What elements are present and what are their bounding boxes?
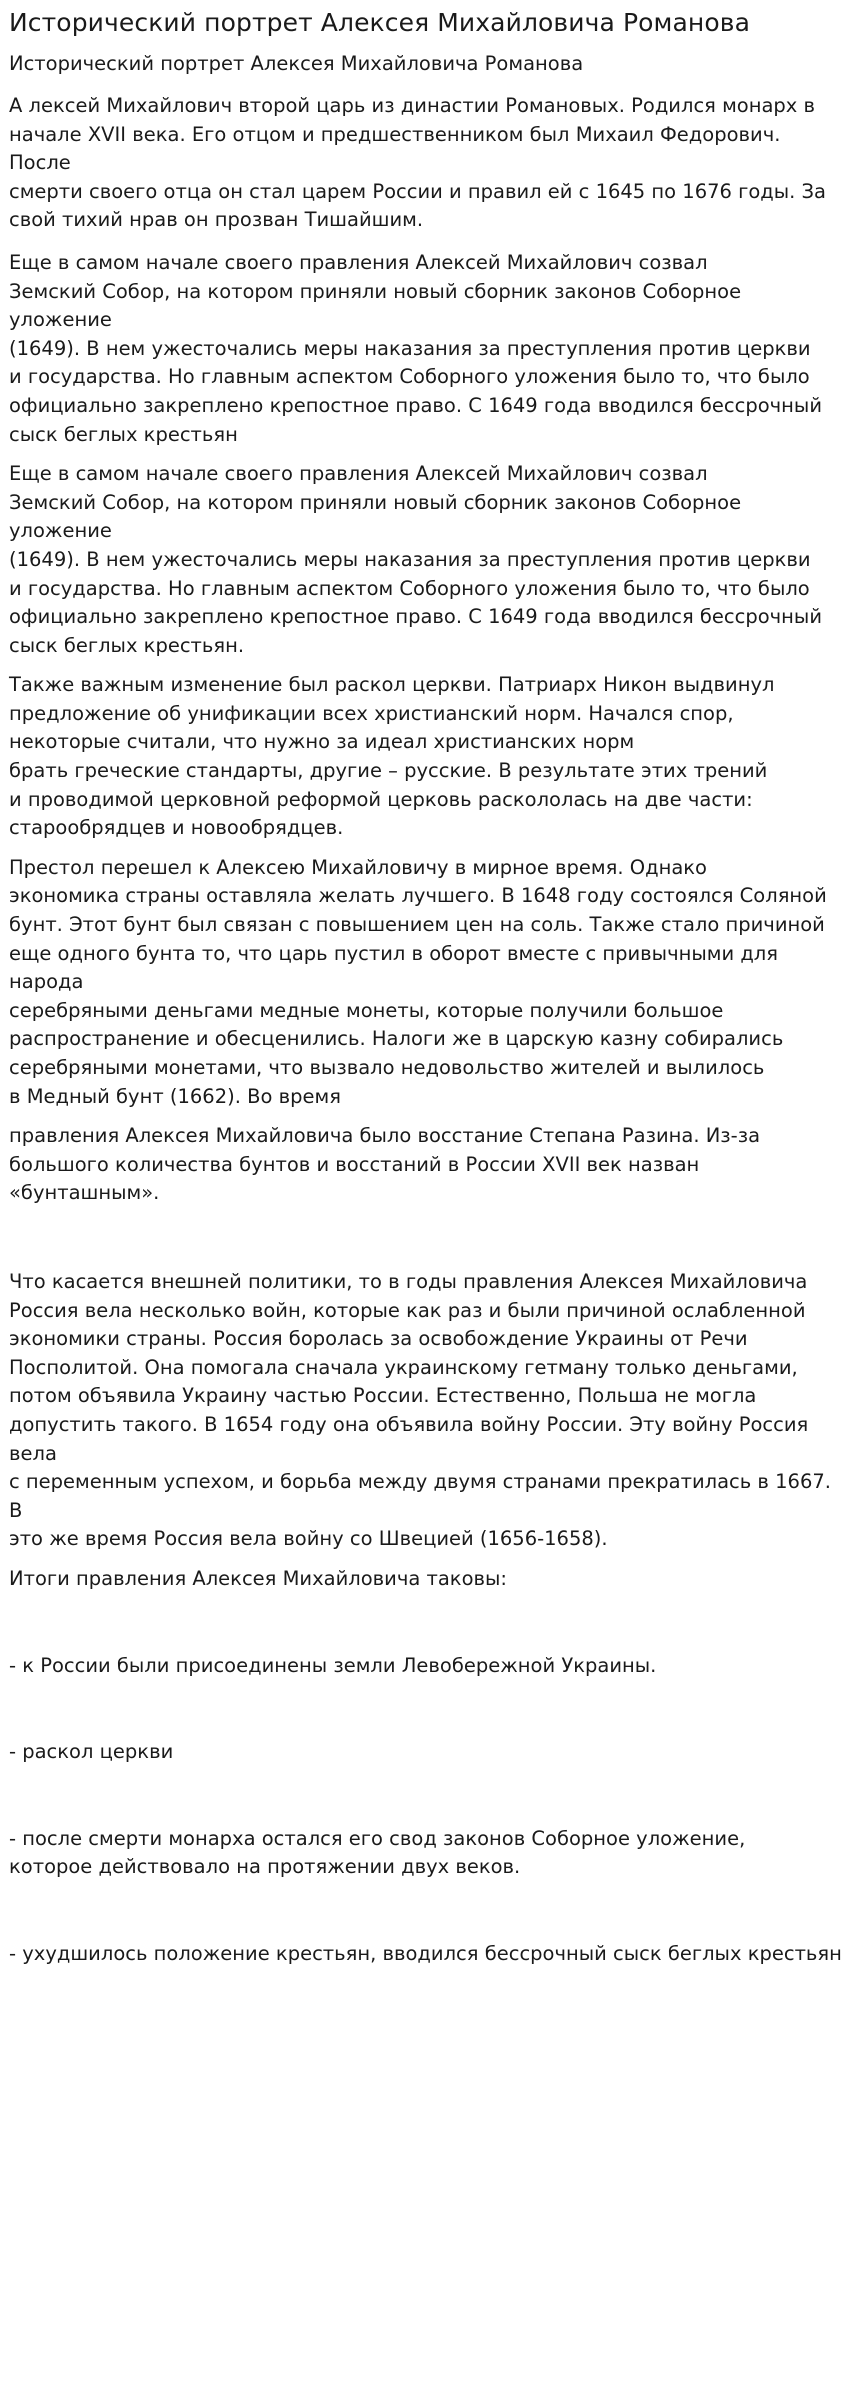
paragraph-foreign-policy: Что касается внешней политики, то в годы правления Алексея Михайловича Россия вела несколько войн, которые как раз и были причиной ослабленной экономики страны. Россия боролась за освобождение Украины от Речи Посполитой. Она помогала сначала украинскому гетману только деньгами, потом объявила Украину частью России. Естественно, Польша не могла допустить такого. В 1654 году она объявила войну России. Эту войну Россия вела с переменным успехом, и борьба между двумя странами прекратилась в 1667. В это же время Россия вела войну со Швецией (1656-1658). bbox=[9, 1269, 831, 1551]
list-item: - после смерти монарха остался его свод законов Соборное уложение, которое действовало на протяжении двух веков. bbox=[9, 1826, 746, 1879]
paragraph-church-schism: Также важным изменение был раскол церкви. Патриарх Никон выдвинул предложение об унификации всех христианский норм. Начался спор, некоторые считали, что нужно за идеал христианских норм брать греческие стандарты, другие – русские. В результате этих трений и проводимой церковной реформой церковь раскололась на две части: старообрядцев и новообрядцев. bbox=[9, 673, 775, 840]
page-subtitle: Исторический портрет Алексея Михайловича Романова bbox=[9, 52, 584, 75]
paragraph-sobor: Еще в самом начале своего правления Алексей Михайлович созвал Земский Собор, на котором приняли новый сборник законов Соборное уложение (1649). В нем ужесточались меры наказания за преступления против церкви и государства. Но главным аспектом Соборного уложения было то, что было официально закреплено крепостное право. С 1649 года вводился бессрочный сыск беглых крестьян bbox=[9, 250, 822, 446]
paragraph-intro: А лексей Михайлович второй царь из династии Романовых. Родился монарх в начале XVII века. Его отцом и предшественником был Михаил Федорович. После смерти своего отца он стал царем России и правил ей с 1645 по 1676 годы. За свой тихий нрав он прозван Тишайшим. bbox=[9, 94, 827, 232]
page-title: Исторический портрет Алексея Михайловича Романова bbox=[9, 8, 750, 37]
list-item: - к России были присоединены земли Левобережной Украины. bbox=[9, 1653, 657, 1677]
paragraph-riots: Престол перешел к Алексею Михайловичу в мирное время. Однако экономика страны оставляла желать лучшего. В 1648 году состоялся Соляной бунт. Этот бунт был связан с повышением цен на соль. Также стало причиной еще одного бунта то, что царь пустил в оборот вместе с привычными для народа серебряными деньгами медные монеты, которые получили большое распространение и обесценились. Налоги же в царскую казну собирались серебряными монетами, что вызвало недовольство жителей и вылилось в Медный бунт (1662). Во время bbox=[9, 855, 827, 1108]
list-item: - раскол церкви bbox=[9, 1740, 174, 1764]
paragraph-sobor-repeat: Еще в самом начале своего правления Алексей Михайлович созвал Земский Собор, на котором приняли новый сборник законов Соборное уложение (1649). В нем ужесточались меры наказания за преступления против церкви и государства. Но главным аспектом Соборного уложения было то, что было официально закреплено крепостное право. С 1649 года вводился бессрочный сыск беглых крестьян. bbox=[9, 462, 822, 657]
paragraph-results-heading: Итоги правления Алексея Михайловича таковы: bbox=[9, 1566, 507, 1590]
paragraph-razin: правления Алексея Михайловича было восстание Степана Разина. Из-за большого количества бунтов и восстаний в России XVII век назван «бунташным». bbox=[9, 1124, 761, 1205]
list-item: - ухудшилось положение крестьян, вводился бессрочный сыск беглых крестьян bbox=[9, 1941, 842, 1965]
document-page bbox=[9, 0, 845, 1968]
